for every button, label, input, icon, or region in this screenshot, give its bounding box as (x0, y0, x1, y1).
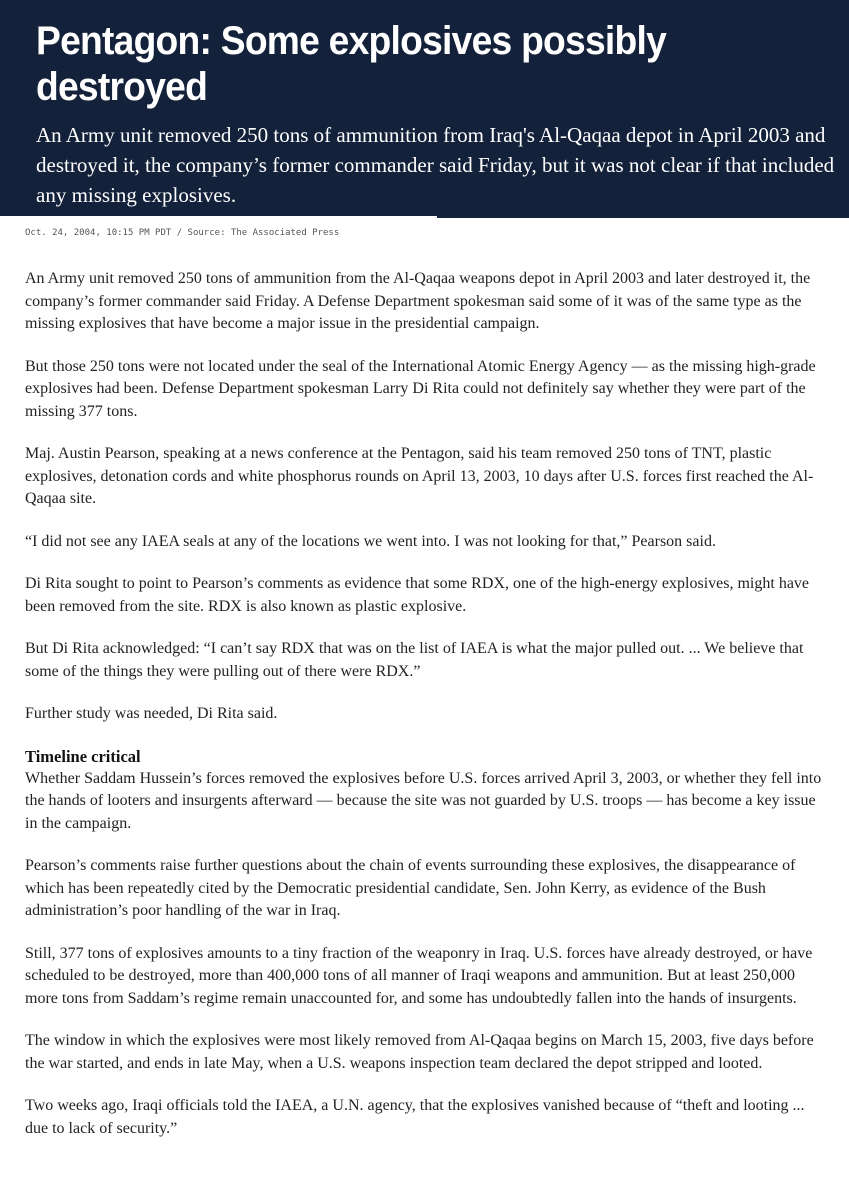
article-header (0, 0, 849, 218)
article-paragraph: “I did not see any IAEA seals at any of the locations we went into. I was not looking for that,” Pearson said. (25, 532, 716, 550)
article-body (25, 268, 830, 1160)
article-paragraph: Di Rita sought to point to Pearson’s comments as evidence that some RDX, one of the high-energy explosives, might have been removed from the site. RDX is also known as plastic explosive. (25, 575, 810, 615)
article-paragraph: But those 250 tons were not located under the seal of the International Atomic Energy Agency — as the missing high-grade explosives had been. Defense Department spokesman Larry Di Rita could not definitely say whether they were part of the missing 377 tons. (25, 357, 816, 420)
section-subheading: Timeline critical (25, 746, 141, 766)
header-divider (0, 216, 437, 219)
article-paragraph: An Army unit removed 250 tons of ammunition from the Al-Qaqaa weapons depot in April 2003 and later destroyed it, the company’s former commander said Friday. A Defense Department spokesman said some of it was of the same type as the missing explosives that have become a major issue in the presidential campaign. (25, 270, 811, 332)
article-paragraph: Whether Saddam Hussein’s forces removed the explosives before U.S. forces arrived April 3, 2003, or whether they fell into the hands of looters and insurgents afterward — because the site was not guarded by U.S. troops — has become a key issue in the campaign. (25, 769, 822, 832)
article-paragraph: Still, 377 tons of explosives amounts to a tiny fraction of the weaponry in Iraq. U.S. forces have already destroyed, or have scheduled to be destroyed, more than 400,000 tons of all manner of Iraqi weapons and ammunition. But at least 250,000 more tons from Saddam’s regime remain unaccounted for, and some has undoubtedly fallen into the hands of insurgents. (25, 944, 813, 1007)
article-paragraph: But Di Rita acknowledged: “I can’t say RDX that was on the list of IAEA is what the major pulled out. ... We believe that some of the things they were pulling out of there were RDX.” (25, 640, 804, 680)
article-paragraph: Maj. Austin Pearson, speaking at a news conference at the Pentagon, said his team removed 250 tons of TNT, plastic explosives, detonation cords and white phosphorus rounds on April 13, 2003, 10 days after U.S. forces first reached the Al-Qaqaa site. (25, 445, 814, 507)
article-paragraph: The window in which the explosives were most likely removed from Al-Qaqaa begins on March 15, 2003, five days before the war started, and ends in late May, when a U.S. weapons inspection team declared the depot stripped and looted. (25, 1032, 814, 1072)
headline: Pentagon: Some explosives possibly destroyed (36, 19, 667, 109)
article-paragraph: Pearson’s comments raise further questions about the chain of events surrounding these explosives, the disappearance of which has been repeatedly cited by the Democratic presidential candidate, Sen. John Kerry, as evidence of the Bush administration’s poor handling of the war in Iraq. (25, 857, 796, 919)
article-deck: An Army unit removed 250 tons of ammunition from Iraq's Al-Qaqaa depot in April 2003 and destroyed it, the company’s former commander said Friday, but it was not clear if that included any missing explosives. (36, 123, 835, 207)
byline-timestamp: Oct. 24, 2004, 10:15 PM PDT / Source: The Associated Press (25, 228, 340, 238)
article-paragraph: Further study was needed, Di Rita said. (25, 705, 278, 722)
article-paragraph: Two weeks ago, Iraqi officials told the IAEA, a U.N. agency, that the explosives vanished because of “theft and looting ... due to lack of security.” (25, 1097, 805, 1137)
